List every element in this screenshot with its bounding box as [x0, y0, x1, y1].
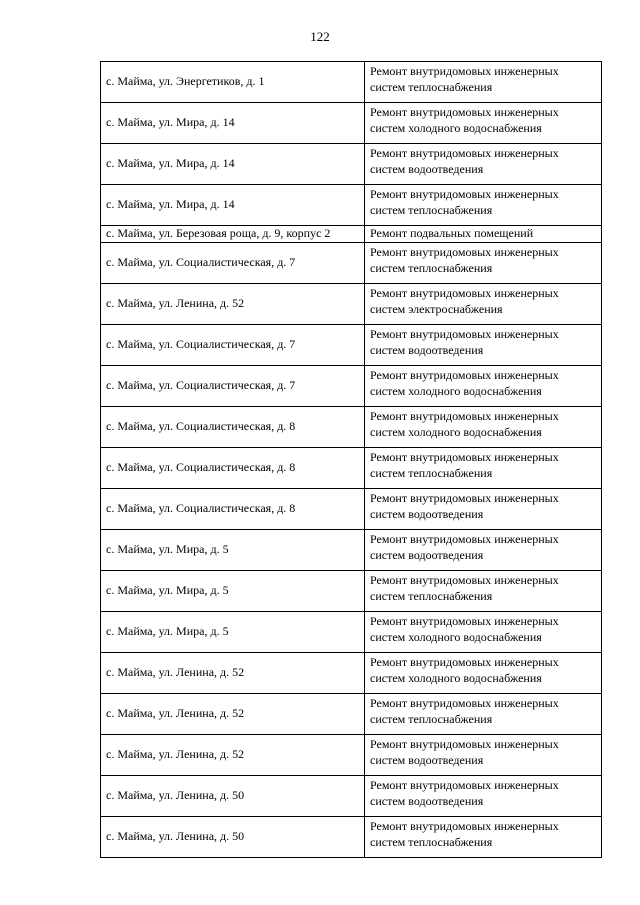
table-row — [101, 284, 602, 325]
table-row — [101, 62, 602, 103]
address-cell: с. Майма, ул. Социалистическая, д. 8 — [101, 407, 365, 448]
work-type-cell: Ремонт внутридомовых инженерных систем холодного водоснабжения — [365, 653, 602, 694]
table-row — [101, 694, 602, 735]
work-type-cell: Ремонт внутридомовых инженерных систем теплоснабжения — [365, 571, 602, 612]
table-row — [101, 612, 602, 653]
address-cell: с. Майма, ул. Мира, д. 5 — [101, 530, 365, 571]
table-row — [101, 817, 602, 858]
page-number: 122 — [310, 29, 330, 44]
work-type-cell: Ремонт внутридомовых инженерных систем электроснабжения — [365, 284, 602, 325]
address-cell: с. Майма, ул. Социалистическая, д. 8 — [101, 489, 365, 530]
address-cell: с. Майма, ул. Ленина, д. 52 — [101, 694, 365, 735]
work-type-cell: Ремонт внутридомовых инженерных систем теплоснабжения — [365, 448, 602, 489]
table-row — [101, 776, 602, 817]
address-cell: с. Майма, ул. Мира, д. 14 — [101, 144, 365, 185]
table-row — [101, 226, 602, 243]
table-row — [101, 530, 602, 571]
work-type-cell: Ремонт внутридомовых инженерных систем водоотведения — [365, 530, 602, 571]
address-cell: с. Майма, ул. Социалистическая, д. 7 — [101, 243, 365, 284]
work-type-cell: Ремонт внутридомовых инженерных систем теплоснабжения — [365, 243, 602, 284]
work-type-cell: Ремонт подвальных помещений — [365, 226, 602, 243]
address-cell: с. Майма, ул. Социалистическая, д. 8 — [101, 448, 365, 489]
table-row — [101, 325, 602, 366]
table-row — [101, 144, 602, 185]
table-row — [101, 571, 602, 612]
table-row — [101, 489, 602, 530]
repair-works-table — [100, 61, 602, 858]
table-row — [101, 366, 602, 407]
work-type-cell: Ремонт внутридомовых инженерных систем холодного водоснабжения — [365, 612, 602, 653]
work-type-cell: Ремонт внутридомовых инженерных систем водоотведения — [365, 776, 602, 817]
table-row — [101, 243, 602, 284]
table-body — [101, 62, 602, 858]
address-cell: с. Майма, ул. Социалистическая, д. 7 — [101, 325, 365, 366]
address-cell: с. Майма, ул. Березовая роща, д. 9, корпус 2 — [101, 226, 365, 243]
work-type-cell: Ремонт внутридомовых инженерных систем холодного водоснабжения — [365, 103, 602, 144]
table-row — [101, 185, 602, 226]
table-row — [101, 407, 602, 448]
address-cell: с. Майма, ул. Мира, д. 5 — [101, 571, 365, 612]
work-type-cell: Ремонт внутридомовых инженерных систем водоотведения — [365, 325, 602, 366]
address-cell: с. Майма, ул. Энергетиков, д. 1 — [101, 62, 365, 103]
table-row — [101, 735, 602, 776]
work-type-cell: Ремонт внутридомовых инженерных систем теплоснабжения — [365, 185, 602, 226]
address-cell: с. Майма, ул. Ленина, д. 52 — [101, 284, 365, 325]
work-type-cell: Ремонт внутридомовых инженерных систем водоотведения — [365, 144, 602, 185]
table-row — [101, 448, 602, 489]
address-cell: с. Майма, ул. Ленина, д. 52 — [101, 653, 365, 694]
address-cell: с. Майма, ул. Социалистическая, д. 7 — [101, 366, 365, 407]
address-cell: с. Майма, ул. Мира, д. 5 — [101, 612, 365, 653]
table-row — [101, 653, 602, 694]
address-cell: с. Майма, ул. Мира, д. 14 — [101, 103, 365, 144]
address-cell: с. Майма, ул. Ленина, д. 50 — [101, 776, 365, 817]
address-cell: с. Майма, ул. Мира, д. 14 — [101, 185, 365, 226]
work-type-cell: Ремонт внутридомовых инженерных систем водоотведения — [365, 489, 602, 530]
address-cell: с. Майма, ул. Ленина, д. 50 — [101, 817, 365, 858]
work-type-cell: Ремонт внутридомовых инженерных систем водоотведения — [365, 735, 602, 776]
work-type-cell: Ремонт внутридомовых инженерных систем холодного водоснабжения — [365, 366, 602, 407]
work-type-cell: Ремонт внутридомовых инженерных систем теплоснабжения — [365, 694, 602, 735]
table-row — [101, 103, 602, 144]
work-type-cell: Ремонт внутридомовых инженерных систем теплоснабжения — [365, 62, 602, 103]
work-type-cell: Ремонт внутридомовых инженерных систем холодного водоснабжения — [365, 407, 602, 448]
address-cell: с. Майма, ул. Ленина, д. 52 — [101, 735, 365, 776]
work-type-cell: Ремонт внутридомовых инженерных систем теплоснабжения — [365, 817, 602, 858]
